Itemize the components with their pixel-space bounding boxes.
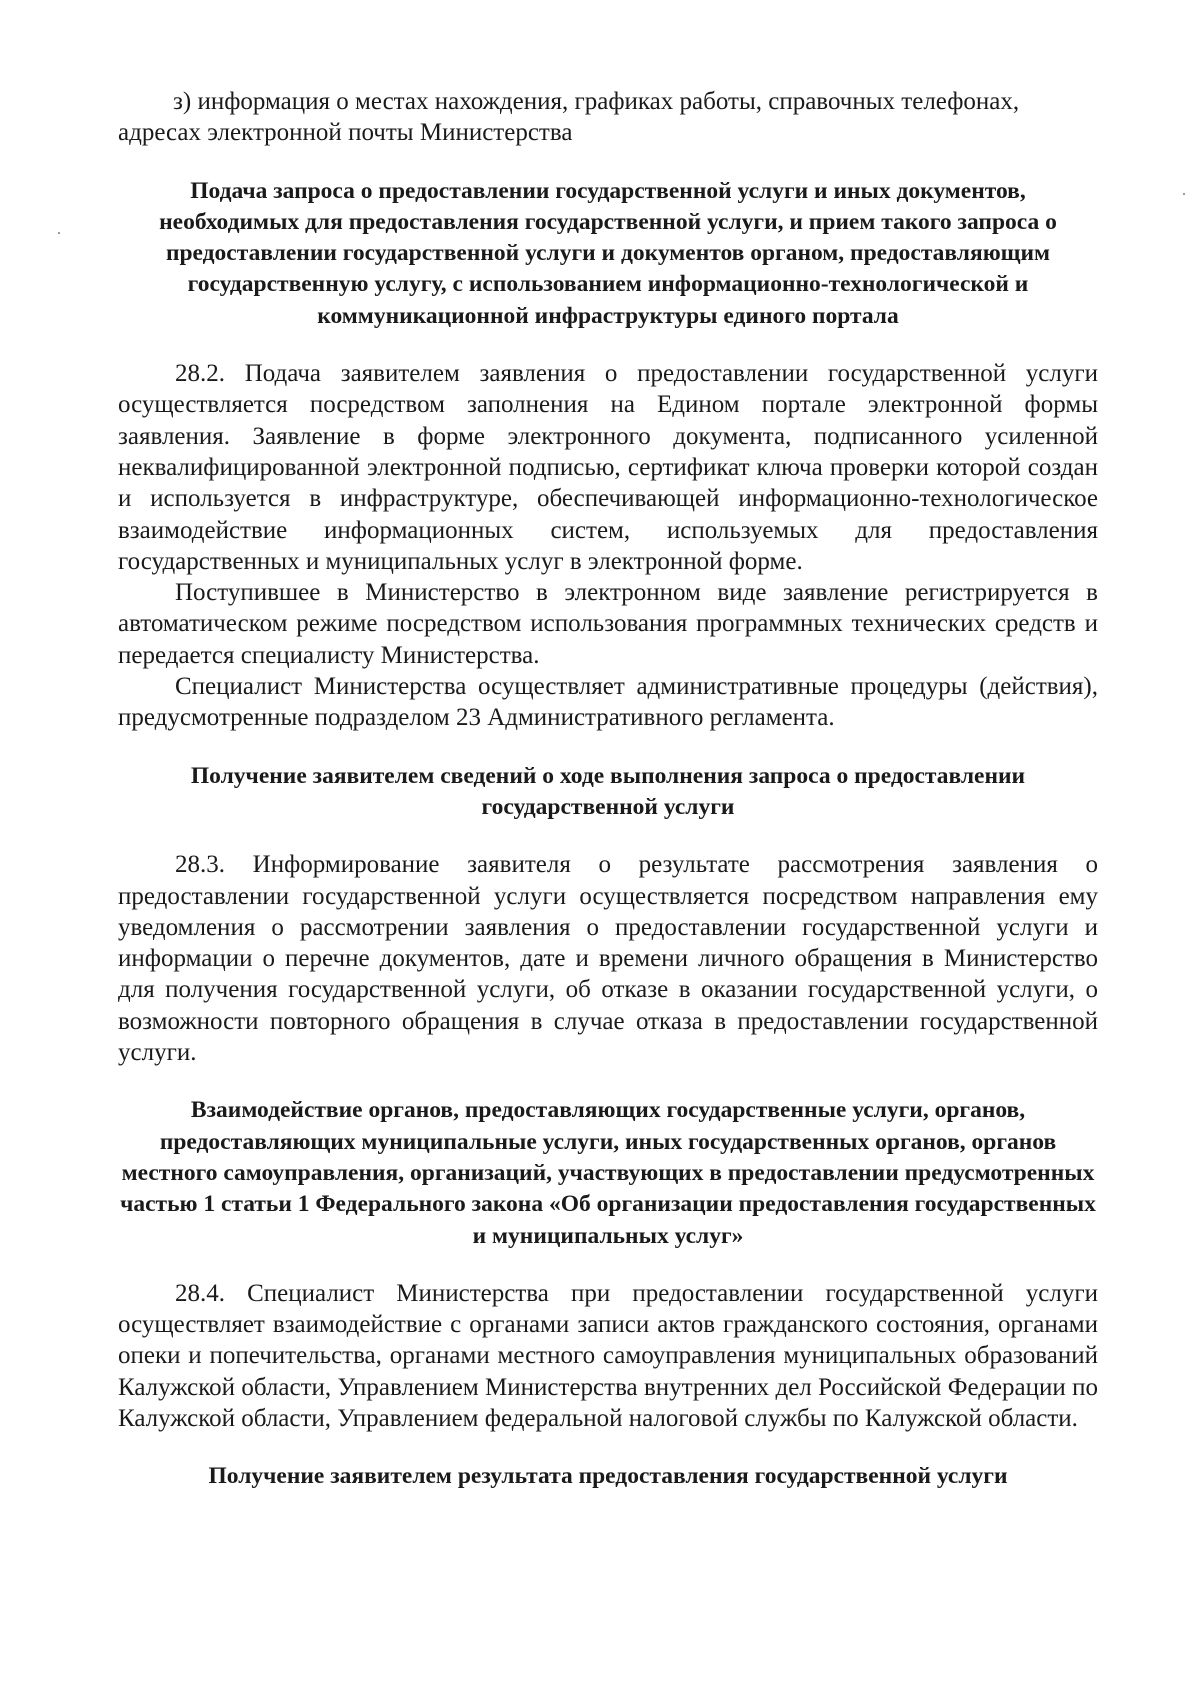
paragraph-28-4: 28.4. Специалист Министерства при предоставлении государственной услуги осуществляет взаимодействие с органами записи актов гражданского состояния, органами опеки и попечительства, органами местного самоуправления муниципальных образований Калужской области, Управлением Министерства внутренних дел Российской Федерации по Калужской области, Управлением федеральной налоговой службы по Калужской области.: [118, 1279, 1098, 1432]
spacer: [118, 734, 1098, 761]
document-page: [118, 86, 1098, 1493]
spacer: [118, 1068, 1098, 1095]
spacer: [118, 1252, 1098, 1278]
section-heading-result: Получение заявителем результата предоставления государственной услуги: [208, 1463, 1008, 1490]
spacer: [118, 823, 1098, 849]
paragraph-28-2: 28.2. Подача заявителем заявления о предоставлении государственной услуги осуществляется посредством заполнения на Едином портале электронной формы заявления. Заявление в форме электронного документа, подписанного усиленной неквалифицированной электронной подписью, сертификат ключа проверки которой создан и используется в инфраструктуре, обеспечивающей информационно-технологическое взаимодействие информационных систем, используемых для предоставления государственных и муниципальных услуг в электронной форме.: [118, 360, 1098, 575]
scan-speck: [1183, 193, 1185, 195]
paragraph-registration: Поступившее в Министерство в электронном виде заявление регистрируется в автоматическом режиме посредством использования программных технических средств и передается специалисту Министерства.: [118, 579, 1098, 669]
intro-paragraph: з) информация о местах нахождения, графиках работы, справочных телефонах, адресах электронной почты Министерства: [118, 88, 1020, 147]
spacer: [118, 1434, 1098, 1461]
paragraph-specialist: Специалист Министерства осуществляет административные процедуры (действия), предусмотренные подразделом 23 Административного регламента.: [118, 673, 1098, 732]
scan-speck: [58, 232, 60, 234]
section-heading-submission: Подача запроса о предоставлении государственной услуги и иных документов, необходимых для предоставления государственной услуги, и прием такого запроса о предоставлении государственной услуги и документов органом, предоставляющим государственную услугу, с использованием информационно-технологической и коммуникационной инфраструктуры единого портала: [159, 177, 1057, 329]
paragraph-28-3: 28.3. Информирование заявителя о результате рассмотрения заявления о предоставлении государственной услуги осуществляется посредством направления ему уведомления о рассмотрении заявления о предоставлении государственной услуги и информации о перечне документов, дате и времени личного обращения в Министерство для получения государственной услуги, об отказе в оказании государственной услуги, о возможности повторного обращения в случае отказа в предоставлении государственной услуги.: [118, 851, 1098, 1067]
spacer: [118, 332, 1098, 358]
section-heading-status: Получение заявителем сведений о ходе выполнения запроса о предоставлении государственной услуги: [190, 762, 1026, 820]
section-heading-interaction: Взаимодействие органов, предоставляющих государственные услуги, органов, предоставляющих муниципальные услуги, иных государственных органов, органов местного самоуправления, организаций, участвующих в предоставлении предусмотренных частью 1 статьи 1 Федерального закона «Об организации предоставления государственных и муниципальных услуг»: [120, 1097, 1096, 1249]
spacer: [118, 149, 1098, 176]
